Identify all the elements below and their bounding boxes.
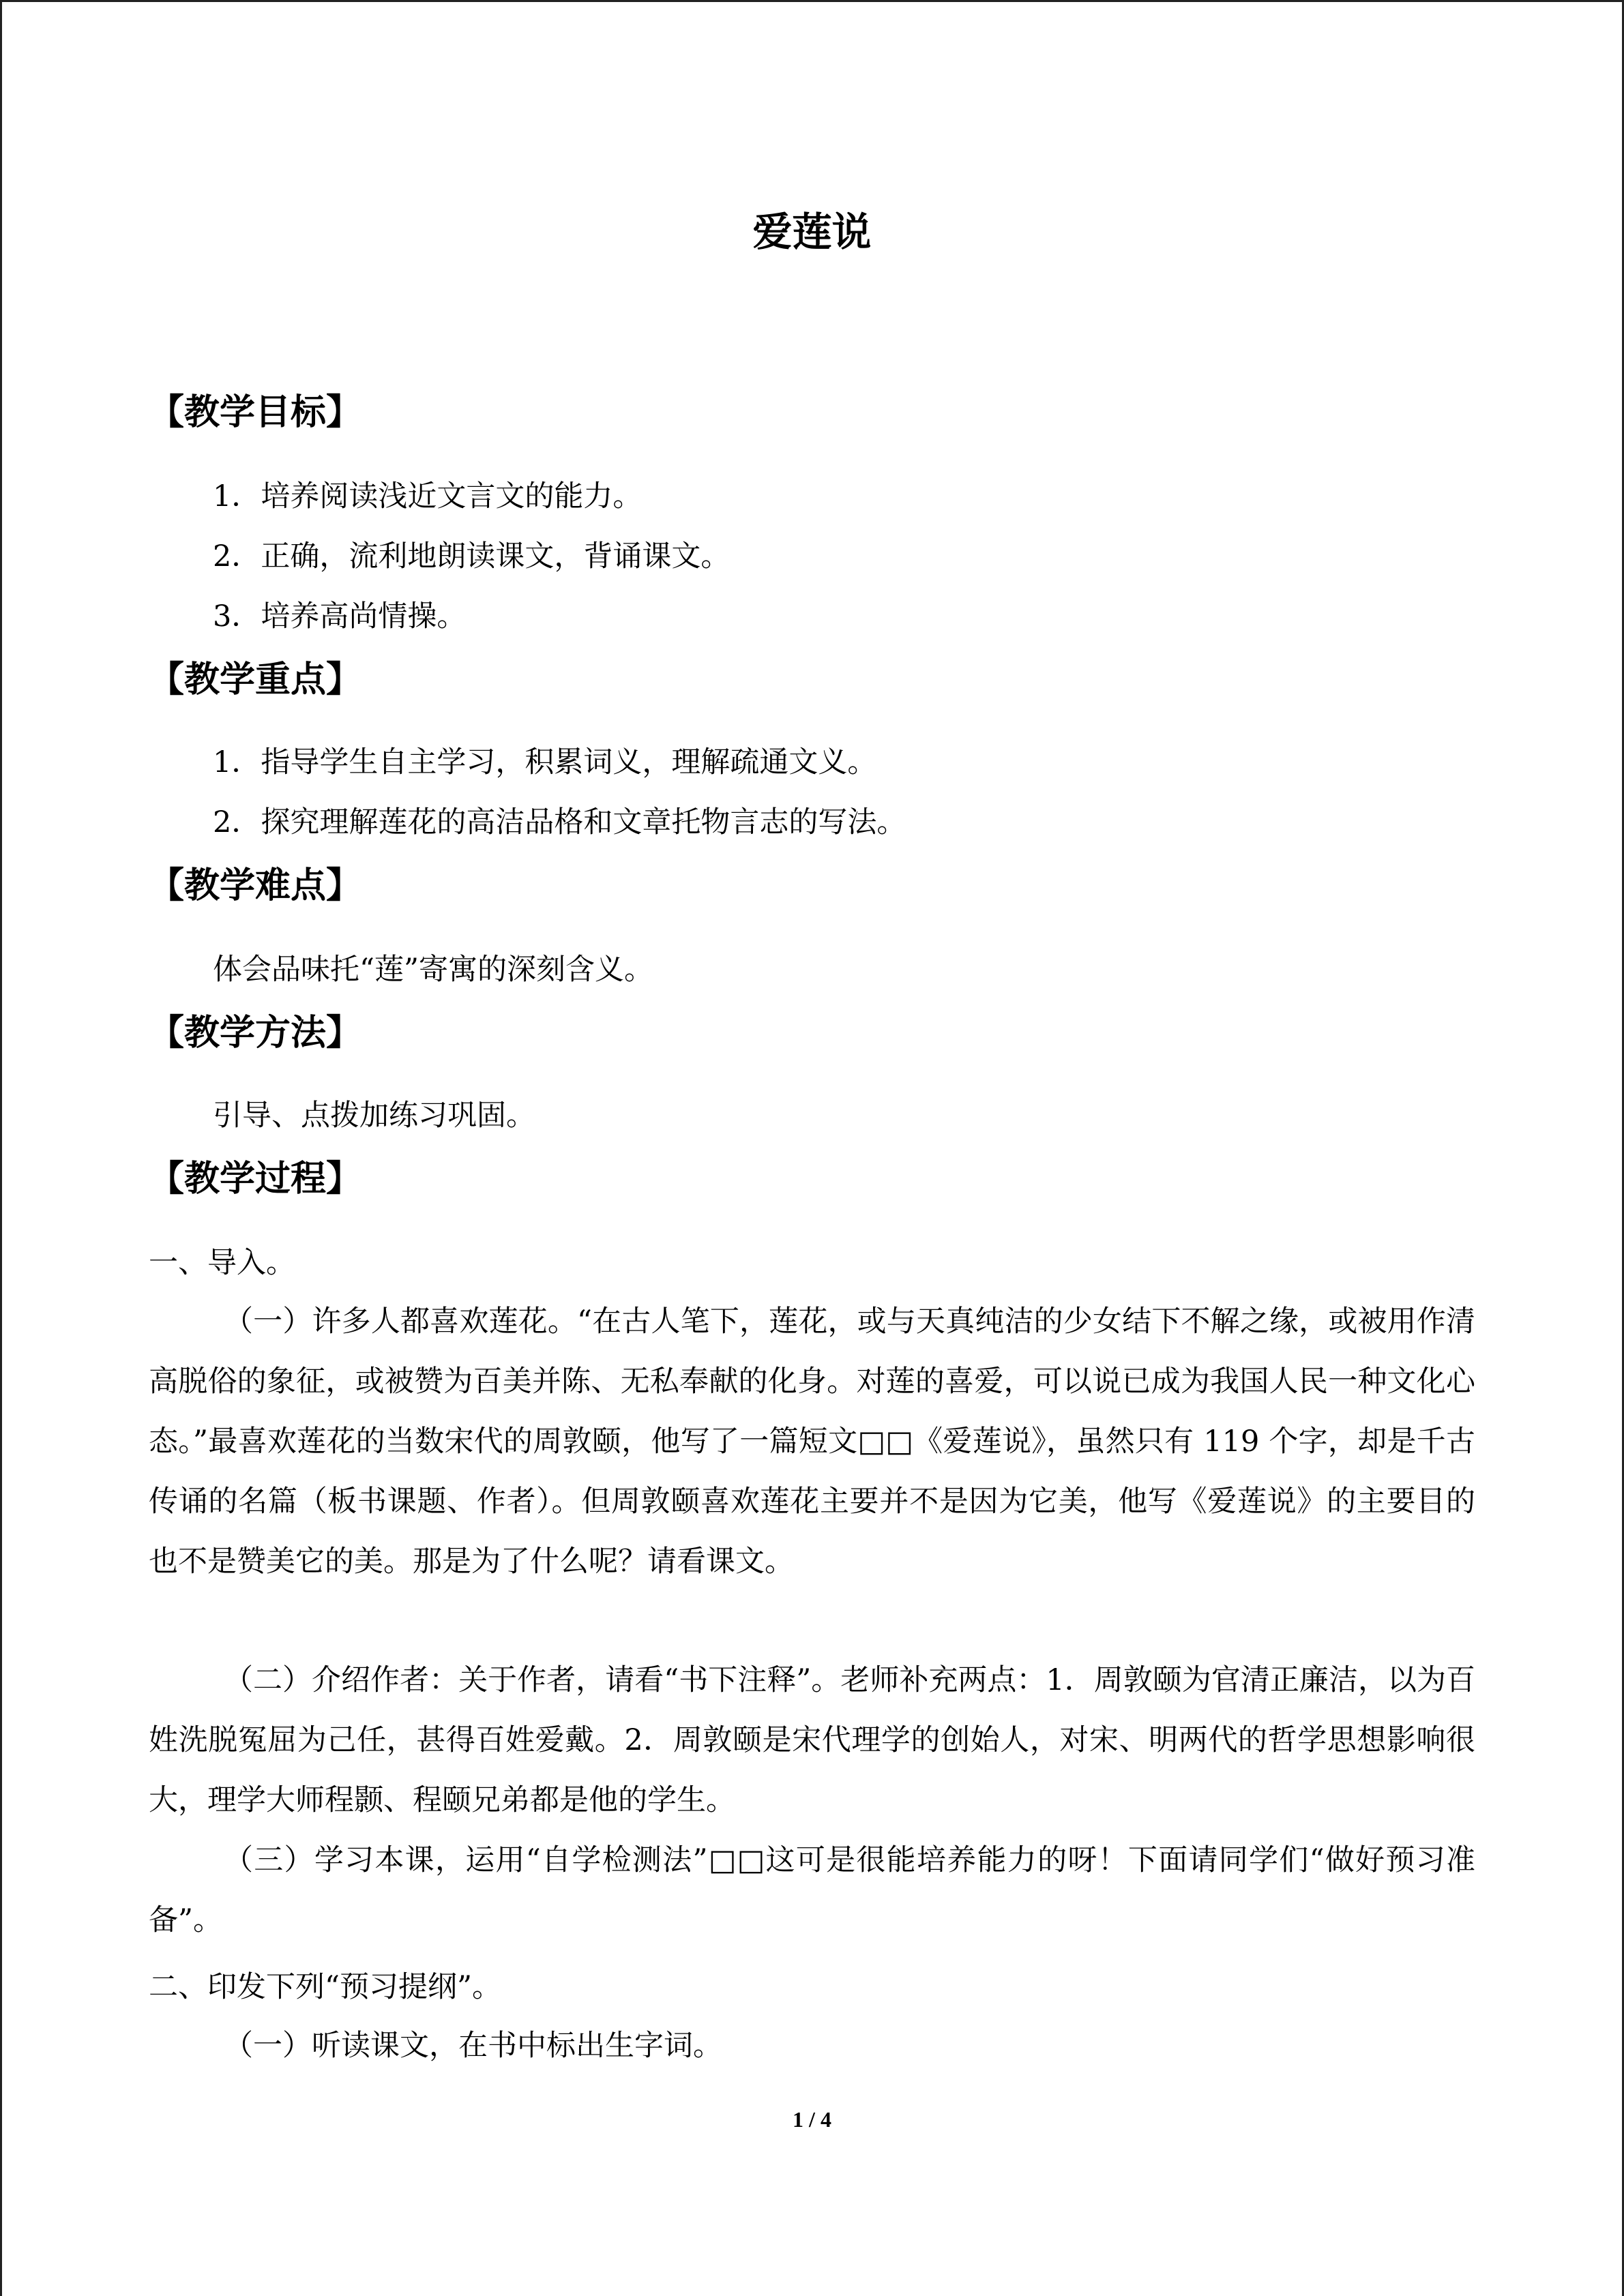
heading-objectives: 【教学目标】 bbox=[149, 392, 362, 433]
difficulties-text: 体会品味托“莲”寄寓的深刻含义。 bbox=[213, 953, 653, 987]
page-number: 1 / 4 bbox=[793, 2107, 831, 2132]
objective-item: 1．培养阅读浅近文言文的能力。 bbox=[213, 479, 643, 513]
methods-text: 引导、点拨加练习巩固。 bbox=[213, 1099, 535, 1133]
objective-item: 2．正确，流利地朗读课文，背诵课文。 bbox=[213, 539, 730, 573]
key-point-item: 2．探究理解莲花的高洁品格和文章托物言志的写法。 bbox=[213, 805, 906, 839]
page-border-left bbox=[0, 0, 2, 2296]
heading-difficulties: 【教学难点】 bbox=[149, 865, 362, 906]
heading-key-points: 【教学重点】 bbox=[149, 659, 362, 700]
process-paragraph-1: （一）许多人都喜欢莲花。“在古人笔下，莲花，或与天真纯洁的少女结下不解之缘，或被用作清高脱俗的象征，或被赞为百美并陈、无私奉献的化身。对莲的喜爱，可以说已成为我国人民一种文化心态。”最喜欢莲花的当数宋代的周敦颐，他写了一篇短文□□《爱莲说》，虽然只有 119 个字，却是千古传诵的名篇（板书课题、作者）。但周敦颐喜欢莲花主要并不是因为它美，他写《爱莲说》的主要目的也不是赞美它的美。那是为了什么呢？请看课文。 bbox=[149, 1304, 1475, 1579]
process-step-outline: 二、印发下列“预习提纲”。 bbox=[149, 1970, 501, 2004]
page-border-top bbox=[0, 0, 1624, 2]
document-title: 爱莲说 bbox=[752, 209, 872, 255]
process-step-intro: 一、导入。 bbox=[149, 1246, 295, 1280]
process-sub-item: （一）听读课文，在书中标出生字词。 bbox=[224, 2029, 722, 2063]
key-point-item: 1．指导学生自主学习，积累词义，理解疏通文义。 bbox=[213, 745, 877, 779]
heading-methods: 【教学方法】 bbox=[149, 1013, 362, 1054]
objective-item: 3．培养高尚情操。 bbox=[213, 599, 467, 633]
process-paragraph-2: （二）介绍作者：关于作者，请看“书下注释”。老师补充两点：1．周敦颐为官清正廉洁，以为百姓洗脱冤屈为己任，甚得百姓爱戴。2．周敦颐是宋代理学的创始人，对宋、明两代的哲学思想影响很大，理学大师程颢、程颐兄弟都是他的学生。 bbox=[149, 1663, 1475, 1817]
process-paragraph-3: （三）学习本课，运用“自学检测法”□□这可是很能培养能力的呀！下面请同学们“做好预习准备”。 bbox=[149, 1843, 1475, 1937]
heading-process: 【教学过程】 bbox=[149, 1159, 362, 1199]
